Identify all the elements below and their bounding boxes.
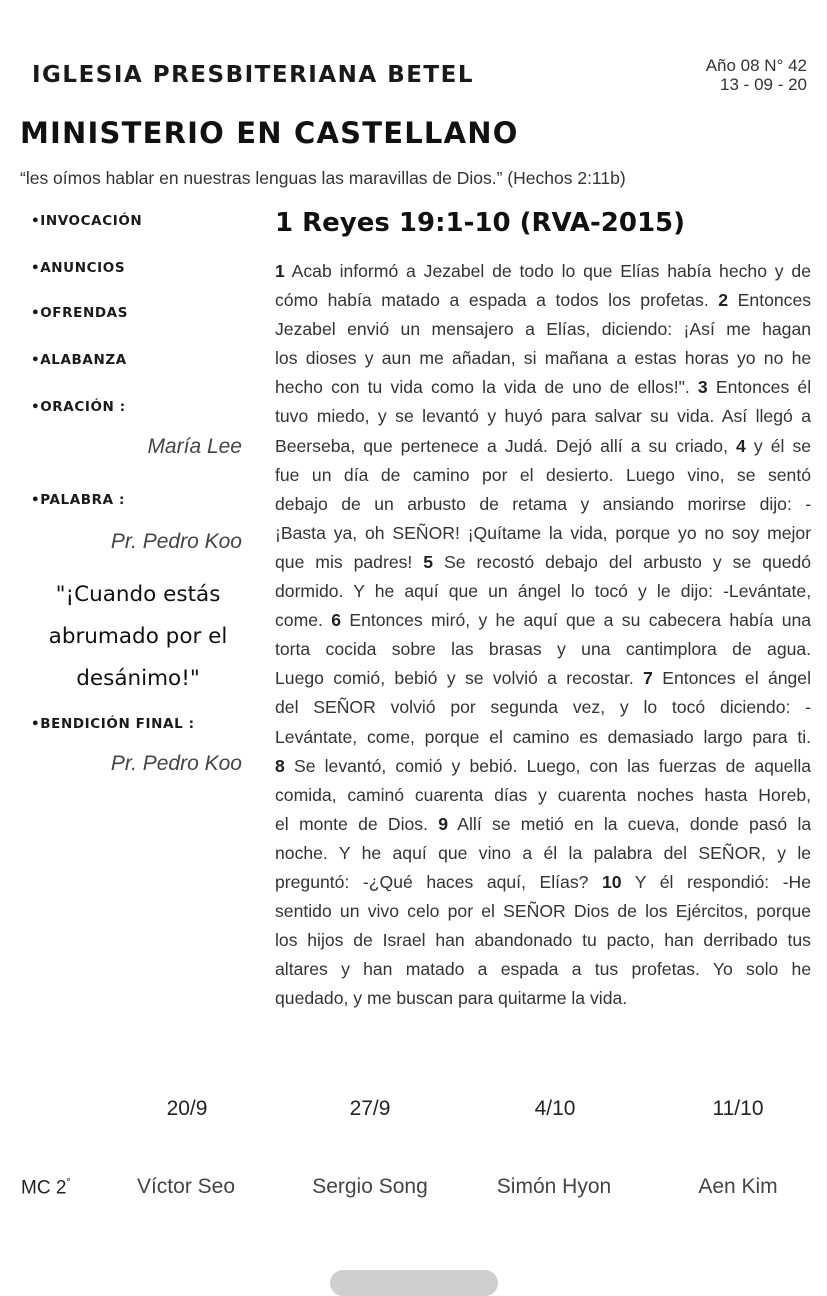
- verse-number: 1: [275, 261, 285, 281]
- passage-line: que mis padres! 5 Se recostó debajo del arbusto y se quedó: [275, 551, 811, 572]
- passage-line: debajo de un arbusto de retama y ansiando morirse dijo: -: [275, 493, 811, 514]
- role-ordinal: °: [66, 1177, 71, 1189]
- verse-number: 3: [697, 377, 708, 398]
- passage-line: Beerseba, que pertenece a Judá. Dejó allí a su criado, 4 y él se: [275, 435, 811, 456]
- sermon-title-line: "¡Cuando estás: [55, 582, 221, 607]
- verse-number: 4: [736, 435, 746, 456]
- passage-line: del SEÑOR volvió por segunda vez, y lo tocó diciendo: -: [275, 697, 811, 718]
- passage-line: 1 Acab informó a Jezabel de todo lo que Elías había hecho y de: [275, 261, 811, 281]
- sermon-title-line: abrumado por el: [48, 624, 228, 649]
- order-invocacion: •INVOCACIÓN: [31, 213, 143, 229]
- church-name: IGLESIA PRESBITERIANA BETEL: [32, 62, 474, 88]
- schedule-date: 4/10: [534, 1097, 576, 1120]
- sermon-title-line: desánimo!": [76, 666, 200, 691]
- bendicion-leader: Pr. Pedro Koo: [110, 752, 242, 775]
- passage-text: [275, 257, 811, 1013]
- order-oracion: •ORACIÓN :: [31, 399, 126, 415]
- passage-line: hecho con tu vida como la vida de uno de ellos!". 3 Entonces él: [275, 377, 811, 398]
- ministry-title: MINISTERIO EN CASTELLANO: [20, 116, 519, 150]
- schedule-date: 11/10: [712, 1097, 764, 1120]
- passage-line: come. 6 Entonces miró, y he aquí que a su cabecera había una: [275, 610, 811, 631]
- schedule-name: Víctor Seo: [136, 1175, 236, 1198]
- verse-number: 6: [331, 610, 342, 631]
- schedule-name: Simón Hyon: [496, 1175, 612, 1198]
- motto-verse: “les oímos hablar en nuestras lenguas las maravillas de Dios.” (Hechos 2:11b): [20, 168, 626, 188]
- order-anuncios: •ANUNCIOS: [31, 260, 126, 276]
- verse-number: 9: [438, 813, 449, 834]
- issue-info: [706, 56, 807, 94]
- oracion-leader: María Lee: [147, 435, 242, 458]
- issue-number: Año 08 N° 42: [705, 56, 807, 75]
- passage-line: Levántate, come, porque el camino es demasiado largo para ti.: [275, 726, 811, 747]
- passage-line: comida, caminó cuarenta días y cuarenta noches hasta Horeb,: [275, 784, 811, 805]
- passage-title: 1 Reyes 19:1-10 (RVA-2015): [275, 208, 686, 238]
- passage-line: tuvo miedo, y se levantó y huyó para salvar su vida. Así llegó a: [275, 406, 811, 427]
- verse-number: 10: [601, 871, 622, 892]
- passage-line: sentido un vivo celo por el SEÑOR Dios de los Ejércitos, porque: [275, 901, 811, 922]
- order-bendicion: •BENDICIÓN FINAL :: [31, 716, 195, 732]
- passage-line: quedado, y me buscan para quitarme la vida.: [275, 988, 628, 1009]
- passage-line: ¡Basta ya, oh SEÑOR! ¡Quítame la vida, porque yo no soy mejor: [275, 522, 811, 543]
- passage-line: fue un día de camino por el desierto. Luego vino, se sentó: [275, 464, 811, 485]
- schedule-name: Aen Kim: [698, 1175, 778, 1198]
- passage-line: los hijos de Israel han abandonado tu pacto, han derribado tus: [275, 930, 811, 951]
- schedule-role-label: [21, 1177, 71, 1199]
- verse-number: 5: [423, 551, 434, 572]
- order-alabanza: •ALABANZA: [31, 352, 127, 368]
- passage-line: dormido. Y he aquí que un ángel lo tocó y le dijo: -Levántate,: [275, 581, 811, 602]
- verse-number: 2: [718, 290, 729, 311]
- schedule-name: Sergio Song: [312, 1175, 428, 1198]
- verse-number: 7: [643, 668, 653, 689]
- order-palabra: •PALABRA :: [31, 492, 126, 508]
- passage-line: noche. Y he aquí que vino a él la palabra del SEÑOR, y le: [275, 842, 811, 863]
- order-ofrendas: •OFRENDAS: [31, 305, 129, 321]
- issue-date: 13 - 09 - 20: [720, 75, 807, 94]
- passage-line: el monte de Dios. 9 Allí se metió en la cueva, donde pasó la: [275, 813, 811, 834]
- schedule-date: 27/9: [349, 1097, 391, 1120]
- passage-line: 8 Se levantó, comió y bebió. Luego, con las fuerzas de aquella: [275, 755, 811, 776]
- schedule-date: 20/9: [166, 1097, 208, 1120]
- passage-line: Jezabel envió un mensajero a Elías, diciendo: ¡Así me hagan: [275, 319, 811, 340]
- role-text: MC 2: [21, 1177, 67, 1199]
- passage-line: Luego comió, bebió y se volvió a recostar. 7 Entonces el ángel: [275, 668, 811, 689]
- passage-line: preguntó: -¿Qué haces aquí, Elías? 10 Y él respondió: -He: [275, 871, 811, 892]
- passage-line: cómo había matado a espada a todos los profetas. 2 Entonces: [275, 290, 811, 311]
- sermon-title: [32, 574, 244, 700]
- passage-line: los dioses y aun me añadan, si mañana a estas horas yo no he: [275, 348, 811, 369]
- palabra-preacher: Pr. Pedro Koo: [110, 530, 242, 553]
- verse-number: 8: [275, 755, 285, 776]
- passage-line: torta cocida sobre las brasas y una cantimplora de agua.: [275, 639, 811, 660]
- passage-line: altares y han matado a espada a tus profetas. Yo solo he: [275, 959, 811, 980]
- home-indicator[interactable]: [330, 1270, 498, 1296]
